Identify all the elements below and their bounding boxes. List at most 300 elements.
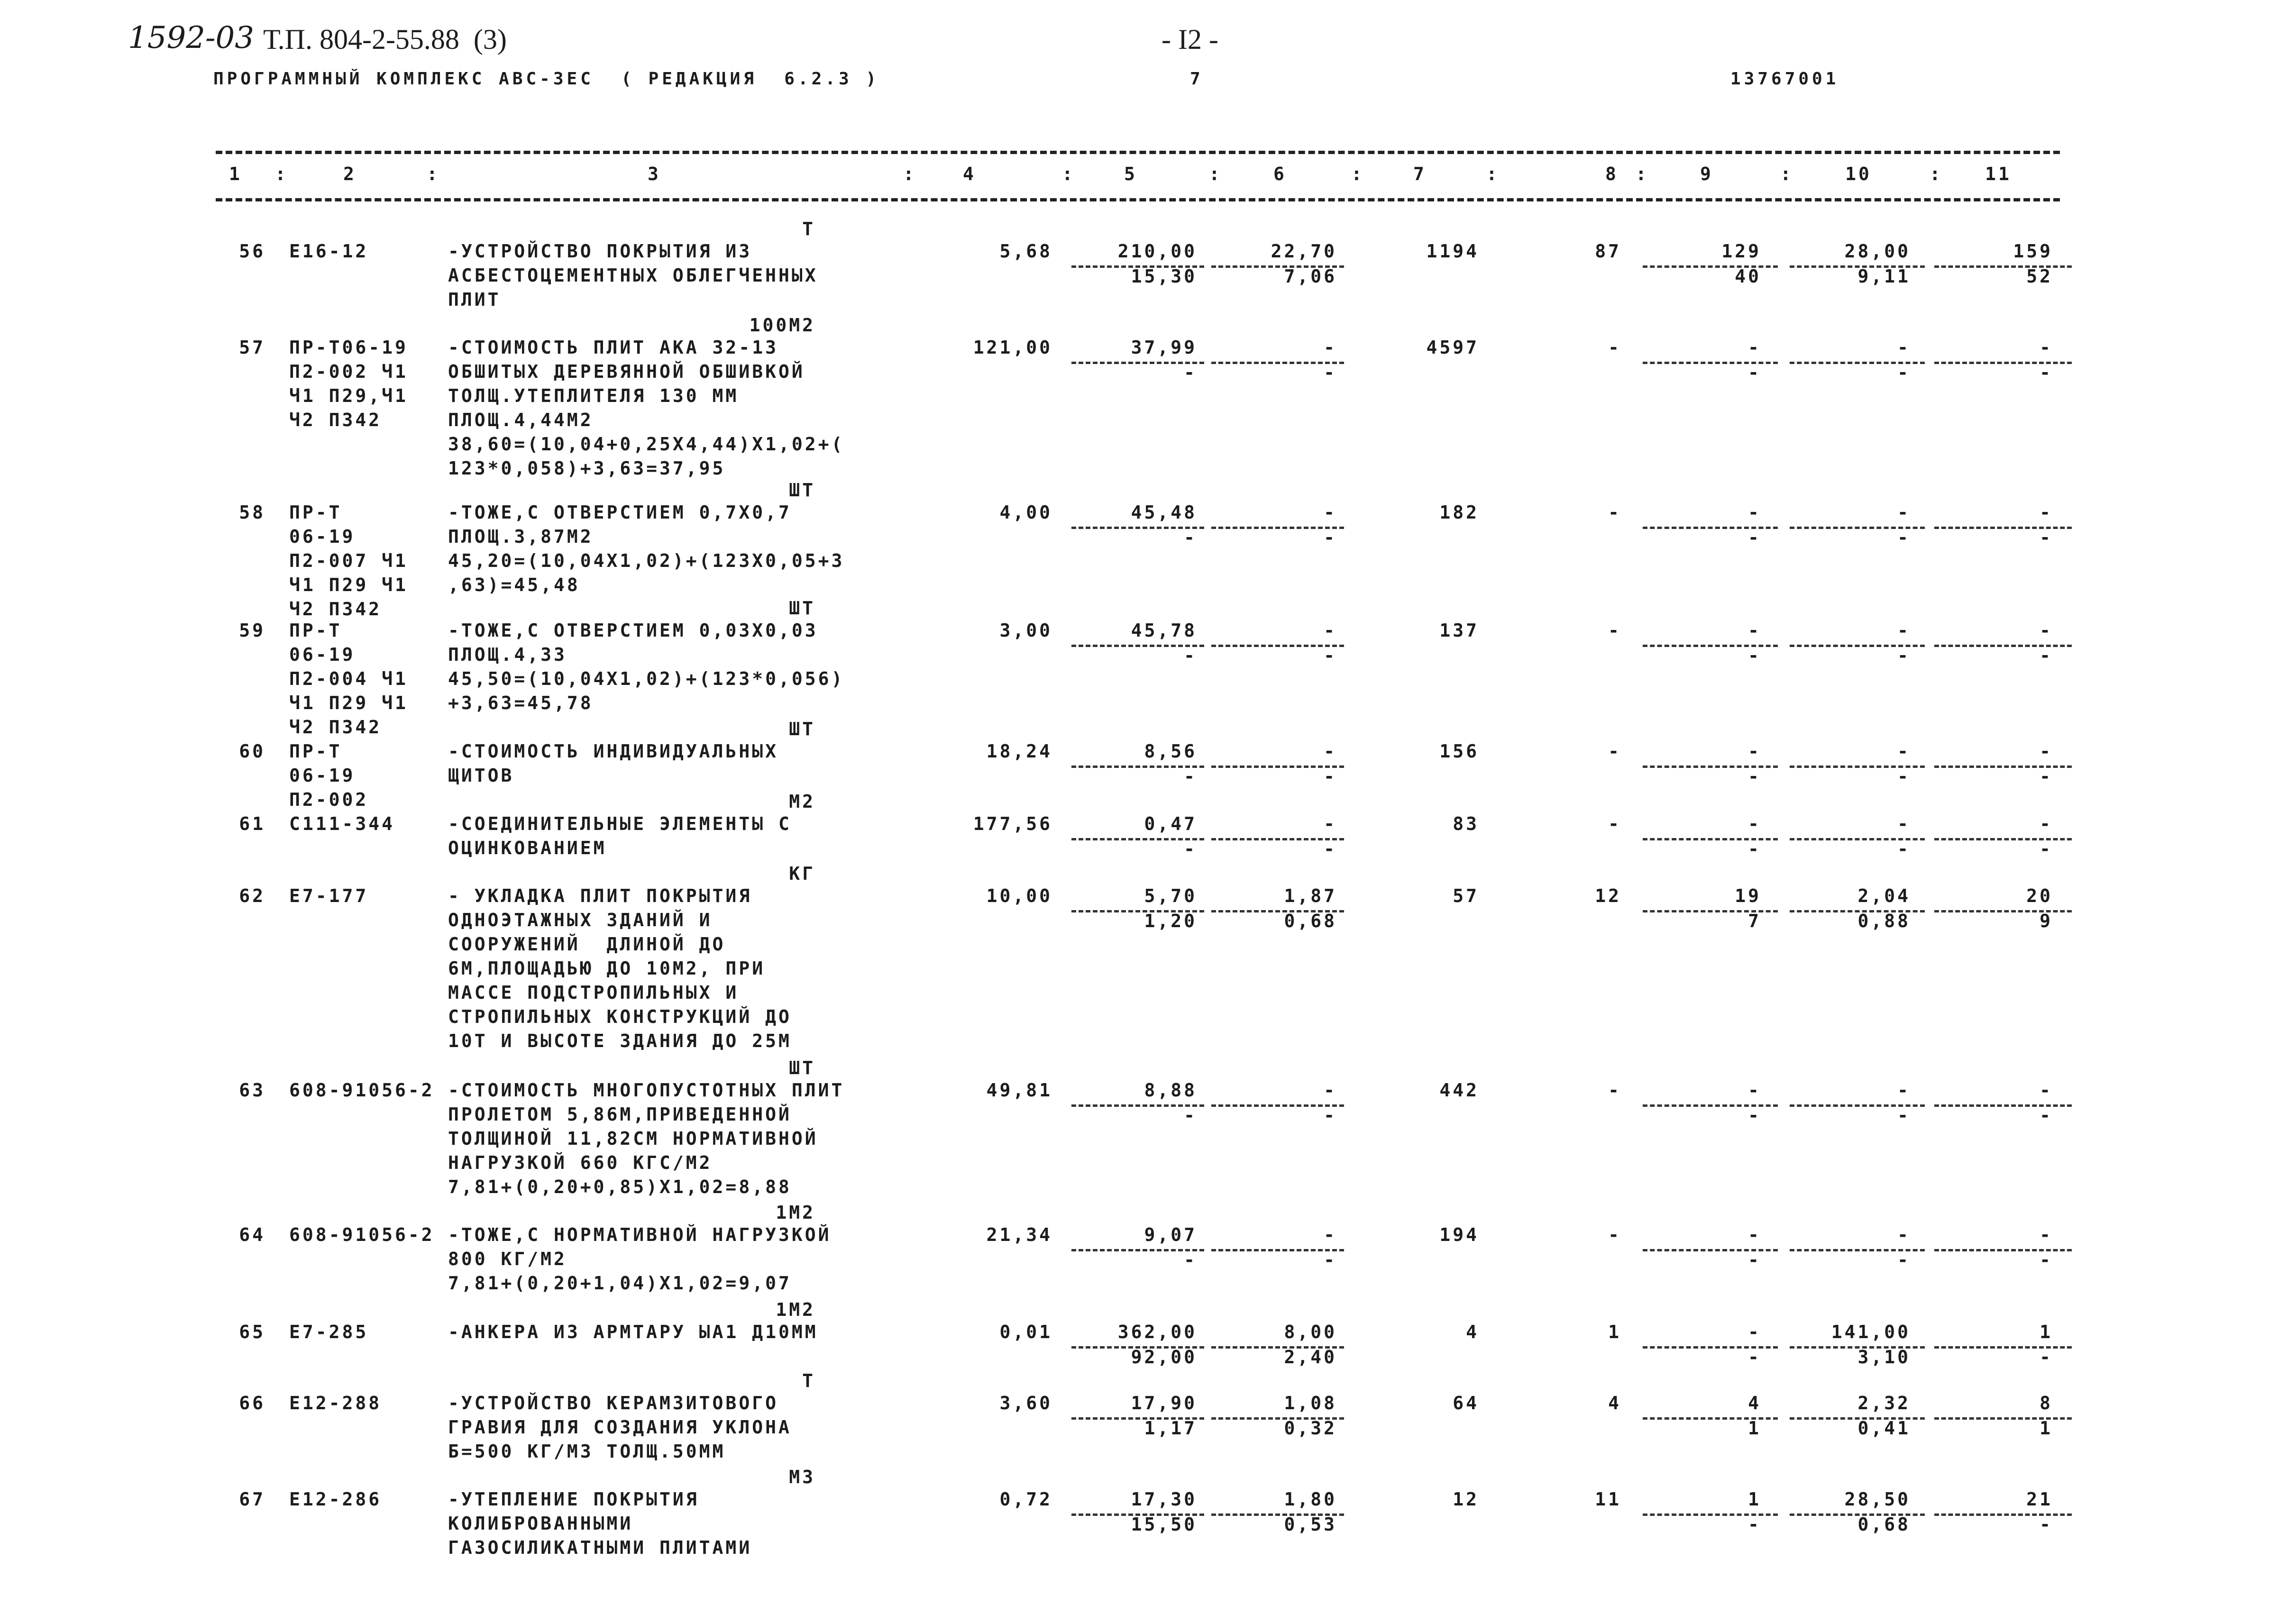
cell-divider-c5 — [1071, 1104, 1204, 1107]
cell-divider-c11 — [1934, 1249, 2072, 1251]
row-number: 63 — [239, 1080, 265, 1101]
cell-col-9-bottom: 1 — [1748, 1418, 1761, 1439]
cell-divider-c6 — [1211, 1249, 1344, 1251]
cell-col-11-top: 8 — [2040, 1393, 2053, 1413]
cell-col-10-bottom: 0,88 — [1857, 911, 1911, 931]
cell-col-10-bottom: - — [1897, 362, 1911, 383]
cell-col-10-bottom: - — [1897, 645, 1911, 666]
row-description: - УКЛАДКА ПЛИТ ПОКРЫТИЯ — [448, 885, 752, 906]
cell-col-6-top: - — [1324, 813, 1337, 834]
cell-divider-c11 — [1934, 838, 2072, 840]
cell-divider-c5 — [1071, 527, 1204, 529]
row-description: ГАЗОСИЛИКАТНЫМИ ПЛИТАМИ — [448, 1537, 752, 1558]
cell-col-7: 4 — [1466, 1322, 1479, 1342]
cell-col-4: 177,56 — [973, 813, 1052, 834]
cell-col-5-top: 9,07 — [1144, 1224, 1197, 1245]
cell-col-11-top: - — [2040, 1080, 2053, 1101]
row-unit-label: Т — [802, 219, 815, 239]
cell-col-5-bottom: - — [1184, 527, 1197, 548]
cell-col-11-top: 20 — [2026, 885, 2053, 906]
cell-col-7: 83 — [1453, 813, 1479, 834]
program-line: ПРОГРАММНЫЙ КОМПЛЕКС АВС-ЗЕС ( РЕДАКЦИЯ 6.2.3 ) — [213, 69, 880, 89]
cell-col-11-bottom: - — [2040, 645, 2053, 666]
column-header-8: 8 — [1605, 164, 1619, 184]
column-separator: : — [1351, 164, 1364, 184]
row-code: Ч1 П29 Ч1 — [289, 693, 408, 713]
cell-divider-c6 — [1211, 1514, 1344, 1516]
row-number: 60 — [239, 741, 265, 762]
row-code: Е7-285 — [289, 1322, 369, 1342]
row-description: 38,60=(10,04+0,25Х4,44)Х1,02+( — [448, 434, 845, 455]
cell-col-10-top: 2,32 — [1857, 1393, 1911, 1413]
cell-col-5-top: 362,00 — [1117, 1322, 1197, 1342]
cell-col-9-bottom: - — [1748, 527, 1761, 548]
row-unit-label: Т — [802, 1370, 815, 1391]
row-description: Б=500 КГ/М3 ТОЛЩ.50ММ — [448, 1441, 726, 1462]
cell-col-9-top: - — [1748, 1224, 1761, 1245]
cell-col-8: - — [1608, 1080, 1621, 1101]
cell-divider-c10 — [1790, 1417, 1925, 1420]
cell-col-9-bottom: 40 — [1735, 266, 1761, 287]
handwritten-ref: 1592-03 — [128, 20, 254, 55]
cell-col-9-top: - — [1748, 1322, 1761, 1342]
row-code: Е12-288 — [289, 1393, 382, 1413]
row-code: ПР-Т06-19 — [289, 337, 408, 358]
cell-divider-c9 — [1643, 838, 1778, 840]
cell-col-8: 87 — [1595, 241, 1621, 262]
row-description: ТОЛЩ.УТЕПЛИТЕЛЯ 130 ММ — [448, 385, 739, 406]
cell-divider-c6 — [1211, 1346, 1344, 1349]
row-code: Е7-177 — [289, 885, 369, 906]
cell-col-10-top: - — [1897, 502, 1911, 523]
cell-divider-c11 — [1934, 766, 2072, 768]
cell-divider-c11 — [1934, 910, 2072, 912]
row-description: 7,81+(0,20+1,04)Х1,02=9,07 — [448, 1273, 792, 1294]
cell-col-9-top: - — [1748, 337, 1761, 358]
cell-divider-c6 — [1211, 645, 1344, 647]
column-header-10: 10 — [1845, 164, 1872, 184]
cell-divider-c6 — [1211, 362, 1344, 364]
row-unit-label: 1М2 — [776, 1299, 815, 1320]
cell-col-10-bottom: - — [1897, 527, 1911, 548]
row-description: СТРОПИЛЬНЫХ КОНСТРУКЦИЙ ДО — [448, 1006, 792, 1027]
row-description: ПЛОЩ.4,33 — [448, 644, 567, 665]
cell-col-4: 18,24 — [986, 741, 1052, 762]
cell-col-5-top: 45,48 — [1131, 502, 1197, 523]
row-number: 66 — [239, 1393, 265, 1413]
cell-col-10-top: 28,00 — [1844, 241, 1911, 262]
column-header-7: 7 — [1413, 164, 1427, 184]
column-header-4: 4 — [963, 164, 976, 184]
cell-col-6-top: - — [1324, 741, 1337, 762]
cell-col-6-bottom: - — [1324, 766, 1337, 787]
cell-divider-c9 — [1643, 910, 1778, 912]
row-code: С111-344 — [289, 813, 395, 834]
row-description: -УСТРОЙСТВО ПОКРЫТИЯ ИЗ — [448, 241, 752, 262]
cell-col-5-bottom: - — [1184, 362, 1197, 383]
cell-col-9-top: 4 — [1748, 1393, 1761, 1413]
row-code: Ч1 П29 Ч1 — [289, 574, 408, 595]
row-code: 608-91056-2 — [289, 1080, 435, 1101]
row-code: П2-007 Ч1 — [289, 550, 408, 571]
cell-divider-c5 — [1071, 766, 1204, 768]
cell-col-5-top: 8,56 — [1144, 741, 1197, 762]
sheet-number: 7 — [1190, 69, 1200, 89]
cell-divider-c5 — [1071, 838, 1204, 840]
cell-col-8: - — [1608, 1224, 1621, 1245]
cell-col-7: 64 — [1453, 1393, 1479, 1413]
row-description: -СОЕДИНИТЕЛЬНЫЕ ЭЛЕМЕНТЫ С — [448, 813, 792, 834]
cell-col-7: 137 — [1439, 620, 1479, 641]
row-unit-label: ШТ — [789, 719, 815, 739]
row-unit-label: 100М2 — [749, 315, 815, 336]
row-description: 800 КГ/М2 — [448, 1249, 567, 1269]
cell-divider-c10 — [1790, 1249, 1925, 1251]
cell-col-11-top: - — [2040, 337, 2053, 358]
cell-divider-c9 — [1643, 265, 1778, 268]
cell-divider-c10 — [1790, 838, 1925, 840]
cell-col-4: 21,34 — [986, 1224, 1052, 1245]
row-code: Е16-12 — [289, 241, 369, 262]
cell-col-9-bottom: - — [1748, 839, 1761, 859]
cell-col-10-top: - — [1897, 1080, 1911, 1101]
cell-col-5-bottom: 15,50 — [1131, 1514, 1197, 1535]
cell-divider-c11 — [1934, 1346, 2072, 1349]
row-code: 06-19 — [289, 644, 356, 665]
cell-divider-c9 — [1643, 1514, 1778, 1516]
row-description: 10Т И ВЫСОТЕ ЗДАНИЯ ДО 25М — [448, 1030, 792, 1051]
cell-col-7: 442 — [1439, 1080, 1479, 1101]
cell-col-6-bottom: 0,68 — [1284, 911, 1337, 931]
cell-col-6-bottom: - — [1324, 839, 1337, 859]
cell-col-11-top: - — [2040, 813, 2053, 834]
row-description: ПЛОЩ.4,44М2 — [448, 410, 594, 430]
cell-col-5-top: 210,00 — [1117, 241, 1197, 262]
cell-divider-c6 — [1211, 910, 1344, 912]
cell-col-5-top: 0,47 — [1144, 813, 1197, 834]
cell-divider-c5 — [1071, 645, 1204, 647]
column-header-2: 2 — [343, 164, 357, 184]
cell-divider-c9 — [1643, 1104, 1778, 1107]
row-description: +3,63=45,78 — [448, 693, 594, 713]
row-description: МАССЕ ПОДСТРОПИЛЬНЫХ И — [448, 982, 739, 1003]
cell-col-5-bottom: 92,00 — [1131, 1347, 1197, 1368]
cell-col-10-bottom: 0,41 — [1857, 1418, 1911, 1439]
column-separator: : — [1209, 164, 1222, 184]
row-description: АСБЕСТОЦЕМЕНТНЫХ ОБЛЕГЧЕННЫХ — [448, 265, 818, 286]
cell-col-11-top: - — [2040, 1224, 2053, 1245]
cell-col-5-bottom: 15,30 — [1131, 266, 1197, 287]
cell-col-10-top: - — [1897, 741, 1911, 762]
row-number: 61 — [239, 813, 265, 834]
cell-col-6-top: - — [1324, 620, 1337, 641]
cell-col-9-top: 1 — [1748, 1489, 1761, 1510]
cell-divider-c11 — [1934, 645, 2072, 647]
cell-col-9-top: - — [1748, 741, 1761, 762]
column-separator: : — [427, 164, 440, 184]
cell-col-6-top: - — [1324, 502, 1337, 523]
row-code: ПР-Т — [289, 502, 342, 523]
cell-col-6-top: - — [1324, 1224, 1337, 1245]
cell-col-7: 1194 — [1426, 241, 1479, 262]
cell-col-11-bottom: 52 — [2026, 266, 2053, 287]
row-number: 64 — [239, 1224, 265, 1245]
row-description: ТОЛЩИНОЙ 11,82СМ НОРМАТИВНОЙ — [448, 1128, 818, 1149]
cell-col-9-bottom: 7 — [1748, 911, 1761, 931]
row-number: 57 — [239, 337, 265, 358]
column-header-3: 3 — [648, 164, 661, 184]
cell-col-11-bottom: - — [2040, 1249, 2053, 1270]
cell-col-9-top: - — [1748, 620, 1761, 641]
cell-col-8: 4 — [1608, 1393, 1621, 1413]
cell-divider-c5 — [1071, 910, 1204, 912]
cell-col-9-top: - — [1748, 1080, 1761, 1101]
row-code: П2-004 Ч1 — [289, 668, 408, 689]
cell-col-9-bottom: - — [1748, 766, 1761, 787]
cell-col-8: 12 — [1595, 885, 1621, 906]
cell-col-9-top: - — [1748, 502, 1761, 523]
row-description: ,63)=45,48 — [448, 574, 580, 595]
page-number: - I2 - — [1162, 24, 1218, 55]
cell-col-6-top: - — [1324, 337, 1337, 358]
cell-col-5-bottom: - — [1184, 1105, 1197, 1126]
cell-col-11-bottom: - — [2040, 362, 2053, 383]
cell-col-9-bottom: - — [1748, 362, 1761, 383]
row-description: 123*0,058)+3,63=37,95 — [448, 458, 726, 479]
column-header-5: 5 — [1124, 164, 1137, 184]
row-description: -СТОИМОСТЬ ИНДИВИДУАЛЬНЫХ — [448, 741, 778, 762]
cell-col-6-bottom: 0,32 — [1284, 1418, 1337, 1439]
row-number: 65 — [239, 1322, 265, 1342]
column-separator: : — [1486, 164, 1500, 184]
cell-col-4: 4,00 — [999, 502, 1052, 523]
cell-divider-c10 — [1790, 1104, 1925, 1107]
cell-divider-c5 — [1071, 362, 1204, 364]
row-description: СООРУЖЕНИЙ ДЛИНОЙ ДО — [448, 934, 726, 955]
column-header-11: 11 — [1985, 164, 2012, 184]
column-separator: : — [1062, 164, 1075, 184]
column-separator: : — [275, 164, 288, 184]
row-description: 45,20=(10,04Х1,02)+(123Х0,05+3 — [448, 550, 845, 571]
cell-divider-c9 — [1643, 1417, 1778, 1420]
cell-divider-c5 — [1071, 1346, 1204, 1349]
cell-col-7: 57 — [1453, 885, 1479, 906]
cell-col-6-top: 1,80 — [1284, 1489, 1337, 1510]
row-code: Ч1 П29,Ч1 — [289, 385, 408, 406]
cell-col-7: 182 — [1439, 502, 1479, 523]
row-description: ОЦИНКОВАНИЕМ — [448, 838, 607, 858]
row-description: -ТОЖЕ,С ОТВЕРСТИЕМ 0,7Х0,7 — [448, 502, 792, 523]
cell-divider-c10 — [1790, 362, 1925, 364]
cell-col-11-bottom: - — [2040, 1105, 2053, 1126]
row-description: -УТЕПЛЕНИЕ ПОКРЫТИЯ — [448, 1489, 699, 1510]
cell-col-5-top: 5,70 — [1144, 885, 1197, 906]
row-unit-label: КГ — [789, 863, 815, 884]
cell-col-11-bottom: - — [2040, 527, 2053, 548]
cell-divider-c10 — [1790, 1346, 1925, 1349]
cell-divider-c10 — [1790, 1514, 1925, 1516]
cell-col-10-top: 141,00 — [1831, 1322, 1911, 1342]
row-description: ГРАВИЯ ДЛЯ СОЗДАНИЯ УКЛОНА — [448, 1417, 792, 1438]
cell-col-7: 4597 — [1426, 337, 1479, 358]
cell-col-11-top: 1 — [2040, 1322, 2053, 1342]
cell-divider-c6 — [1211, 265, 1344, 268]
row-description: ПЛИТ — [448, 289, 501, 310]
cell-col-8: 11 — [1595, 1489, 1621, 1510]
row-number: 67 — [239, 1489, 265, 1510]
cell-divider-c11 — [1934, 1104, 2072, 1107]
cell-col-5-bottom: - — [1184, 766, 1197, 787]
cell-col-5-bottom: - — [1184, 645, 1197, 666]
cell-col-5-bottom: 1,20 — [1144, 911, 1197, 931]
cell-col-6-bottom: - — [1324, 527, 1337, 548]
cell-col-5-top: 37,99 — [1131, 337, 1197, 358]
cell-col-6-bottom: 7,06 — [1284, 266, 1337, 287]
cell-divider-c10 — [1790, 265, 1925, 268]
row-description: 45,50=(10,04Х1,02)+(123*0,056) — [448, 668, 845, 689]
cell-col-9-bottom: - — [1748, 1105, 1761, 1126]
row-unit-label: ШТ — [789, 480, 815, 501]
cell-col-10-top: 28,50 — [1844, 1489, 1911, 1510]
row-description: ОБШИТЫХ ДЕРЕВЯННОЙ ОБШИВКОЙ — [448, 361, 805, 382]
cell-divider-c5 — [1071, 1514, 1204, 1516]
cell-col-10-top: - — [1897, 1224, 1911, 1245]
row-description: 6М,ПЛОЩАДЬЮ ДО 10М2, ПРИ — [448, 958, 766, 979]
row-code: Ч2 П342 — [289, 410, 382, 430]
row-unit-label: М3 — [789, 1467, 815, 1487]
cell-col-5-bottom: - — [1184, 839, 1197, 859]
document-id: 13767001 — [1730, 69, 1839, 89]
row-code: ПР-Т — [289, 620, 342, 641]
cell-col-11-bottom: - — [2040, 839, 2053, 859]
row-number: 58 — [239, 502, 265, 523]
cell-col-4: 0,01 — [999, 1322, 1052, 1342]
cell-col-4: 10,00 — [986, 885, 1052, 906]
row-description: КОЛИБРОВАННЫМИ — [448, 1513, 633, 1534]
row-number: 56 — [239, 241, 265, 262]
cell-col-11-top: 21 — [2026, 1489, 2053, 1510]
cell-col-8: - — [1608, 741, 1621, 762]
cell-col-4: 49,81 — [986, 1080, 1052, 1101]
cell-col-4: 5,68 — [999, 241, 1052, 262]
row-description: НАГРУЗКОЙ 660 КГС/М2 — [448, 1152, 713, 1173]
row-number: 62 — [239, 885, 265, 906]
cell-divider-c6 — [1211, 527, 1344, 529]
cell-divider-c11 — [1934, 527, 2072, 529]
cell-col-10-top: - — [1897, 813, 1911, 834]
cell-col-7: 12 — [1453, 1489, 1479, 1510]
row-description: ПЛОЩ.3,87М2 — [448, 526, 594, 547]
cell-col-9-top: 19 — [1735, 885, 1761, 906]
cell-col-6-bottom: - — [1324, 645, 1337, 666]
cell-col-8: - — [1608, 813, 1621, 834]
cell-col-10-bottom: - — [1897, 766, 1911, 787]
cell-col-4: 121,00 — [973, 337, 1052, 358]
cell-col-10-top: - — [1897, 620, 1911, 641]
row-description: -ТОЖЕ,С НОРМАТИВНОЙ НАГРУЗКОЙ — [448, 1224, 832, 1245]
cell-divider-c11 — [1934, 1417, 2072, 1420]
row-description: -СТОИМОСТЬ МНОГОПУСТОТНЫХ ПЛИТ — [448, 1080, 845, 1101]
cell-col-5-top: 45,78 — [1131, 620, 1197, 641]
cell-col-11-bottom: - — [2040, 766, 2053, 787]
row-code: ПР-Т — [289, 741, 342, 762]
cell-col-4: 0,72 — [999, 1489, 1052, 1510]
column-separator: : — [1780, 164, 1793, 184]
cell-divider-c9 — [1643, 645, 1778, 647]
cell-col-9-bottom: - — [1748, 1514, 1761, 1535]
cell-col-10-bottom: 3,10 — [1857, 1347, 1911, 1368]
cell-col-6-bottom: - — [1324, 1105, 1337, 1126]
cell-col-9-bottom: - — [1748, 1347, 1761, 1368]
column-separator: : — [1930, 164, 1943, 184]
column-header-9: 9 — [1700, 164, 1713, 184]
cell-col-4: 3,00 — [999, 620, 1052, 641]
cell-divider-c9 — [1643, 766, 1778, 768]
cell-col-10-bottom: 0,68 — [1857, 1514, 1911, 1535]
cell-col-11-bottom: - — [2040, 1514, 2053, 1535]
cell-col-8: - — [1608, 502, 1621, 523]
cell-divider-c9 — [1643, 362, 1778, 364]
cell-divider-c10 — [1790, 645, 1925, 647]
cell-col-9-top: 129 — [1721, 241, 1761, 262]
row-code: Ч2 П342 — [289, 599, 382, 620]
cell-divider-c6 — [1211, 1417, 1344, 1420]
cell-col-7: 194 — [1439, 1224, 1479, 1245]
cell-col-6-top: 22,70 — [1271, 241, 1337, 262]
cell-col-6-top: 1,08 — [1284, 1393, 1337, 1413]
cell-col-6-top: - — [1324, 1080, 1337, 1101]
row-code: 608-91056-2 — [289, 1224, 435, 1245]
cell-col-10-bottom: 9,11 — [1857, 266, 1911, 287]
row-code: Ч2 П342 — [289, 717, 382, 738]
cell-divider-c6 — [1211, 838, 1344, 840]
cell-col-6-bottom: - — [1324, 362, 1337, 383]
row-description: -АНКЕРА ИЗ АРМТАРУ ЫА1 Д10ММ — [448, 1322, 818, 1342]
cell-col-8: - — [1608, 337, 1621, 358]
cell-divider-c11 — [1934, 1514, 2072, 1516]
row-number: 59 — [239, 620, 265, 641]
row-unit-label: М2 — [789, 791, 815, 812]
column-separator: : — [903, 164, 916, 184]
row-code: П2-002 Ч1 — [289, 361, 408, 382]
doc-code: Т.П. 804-2-55.88 (3) — [263, 24, 507, 55]
cell-col-4: 3,60 — [999, 1393, 1052, 1413]
cell-col-5-top: 8,88 — [1144, 1080, 1197, 1101]
row-description: ПРОЛЕТОМ 5,86М,ПРИВЕДЕННОЙ — [448, 1104, 792, 1125]
row-code: 06-19 — [289, 526, 356, 547]
cell-divider-c10 — [1790, 766, 1925, 768]
column-header-6: 6 — [1273, 164, 1287, 184]
row-description: ОДНОЭТАЖНЫХ ЗДАНИЙ И — [448, 910, 713, 930]
cell-col-10-bottom: - — [1897, 839, 1911, 859]
cell-col-10-bottom: - — [1897, 1105, 1911, 1126]
cell-col-10-top: 2,04 — [1857, 885, 1911, 906]
cell-col-7: 156 — [1439, 741, 1479, 762]
column-header-1: 1 — [229, 164, 242, 184]
cell-col-11-bottom: 1 — [2040, 1418, 2053, 1439]
cell-col-8: 1 — [1608, 1322, 1621, 1342]
cell-col-11-bottom: - — [2040, 1347, 2053, 1368]
cell-divider-c5 — [1071, 1417, 1204, 1420]
cell-col-5-top: 17,30 — [1131, 1489, 1197, 1510]
column-separator: : — [1636, 164, 1649, 184]
cell-divider-c6 — [1211, 766, 1344, 768]
cell-col-10-bottom: - — [1897, 1249, 1911, 1270]
cell-divider-c10 — [1790, 527, 1925, 529]
cell-col-11-top: - — [2040, 502, 2053, 523]
cell-col-6-bottom: 2,40 — [1284, 1347, 1337, 1368]
row-code: П2-002 — [289, 789, 369, 810]
